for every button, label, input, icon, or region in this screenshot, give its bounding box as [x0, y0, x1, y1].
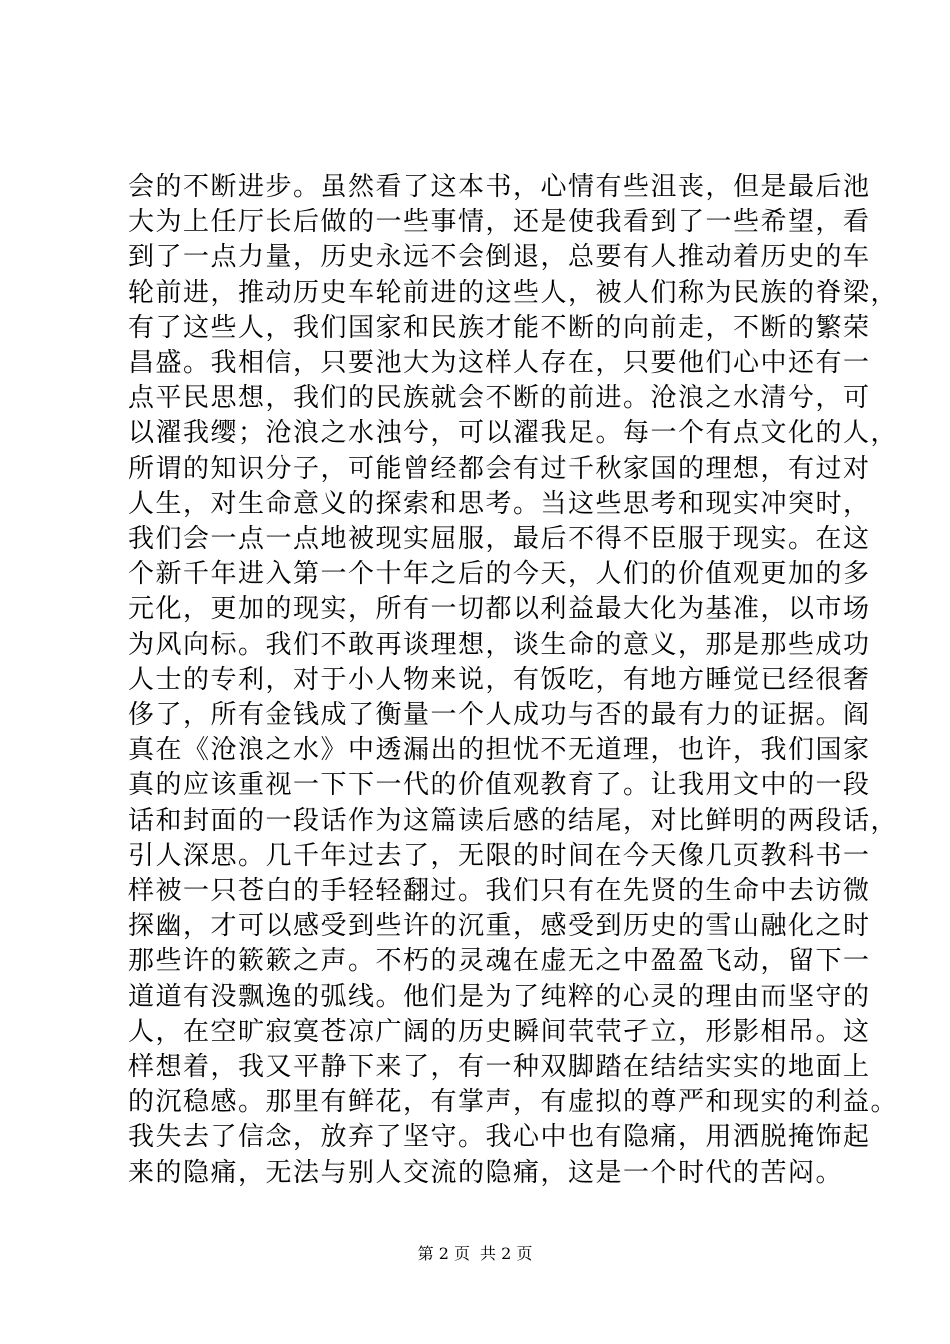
text-line: 道道有没飘逸的弧线。他们是为了纯粹的心灵的理由而坚守的	[128, 981, 871, 1012]
text-line: 人，在空旷寂寞苍凉广阔的历史瞬间茕茕孑立，形影相吊。这	[128, 1016, 871, 1047]
text-line: 昌盛。我相信，只要池大为这样人存在，只要他们心中还有一	[128, 348, 871, 379]
text-line: 话和封面的一段话作为这篇读后感的结尾，对比鲜明的两段话，	[128, 805, 899, 836]
text-line: 轮前进，推动历史车轮前进的这些人，被人们称为民族的脊梁，	[128, 277, 899, 308]
page-number: 第 2 页	[417, 1244, 470, 1263]
text-line: 我们会一点一点地被现实屈服，最后不得不臣服于现实。在这	[128, 524, 871, 555]
text-line: 元化，更加的现实，所有一切都以利益最大化为基准，以市场	[128, 594, 871, 625]
text-line: 为风向标。我们不敢再谈理想，谈生命的意义，那是那些成功	[128, 629, 871, 660]
text-line: 样被一只苍白的手轻轻翻过。我们只有在先贤的生命中去访微	[128, 876, 871, 907]
text-line: 那些许的簌簌之声。不朽的灵魂在虚无之中盈盈飞动，留下一	[128, 946, 871, 977]
text-line: 人生，对生命意义的探索和思考。当这些思考和现实冲突时，	[128, 488, 871, 519]
text-line: 会的不断进步。虽然看了这本书，心情有些沮丧，但是最后池	[128, 172, 871, 202]
text-line: 个新千年进入第一个十年之后的今天，人们的价值观更加的多	[128, 559, 871, 590]
text-line: 我失去了信念，放弃了坚守。我心中也有隐痛，用洒脱掩饰起	[128, 1122, 871, 1153]
text-line: 引人深思。几千年过去了，无限的时间在今天像几页教科书一	[128, 840, 871, 871]
text-line: 以濯我缨；沧浪之水浊兮，可以濯我足。每一个有点文化的人，	[128, 418, 899, 449]
text-line: 到了一点力量，历史永远不会倒退，总要有人推动着历史的车	[128, 242, 871, 273]
text-line: 真的应该重视一下下一代的价值观教育了。让我用文中的一段	[128, 770, 871, 801]
text-line: 所谓的知识分子，可能曾经都会有过千秋家国的理想，有过对	[128, 453, 871, 484]
text-line: 来的隐痛，无法与别人交流的隐痛，这是一个时代的苦闷。	[128, 1157, 844, 1188]
text-line: 大为上任厅长后做的一些事情，还是使我看到了一些希望，看	[128, 207, 871, 238]
text-line: 的沉稳感。那里有鲜花，有掌声，有虚拟的尊严和现实的利益。	[128, 1087, 899, 1118]
text-line: 侈了，所有金钱成了衡量一个人成功与否的最有力的证据。阎	[128, 700, 871, 731]
text-line: 真在《沧浪之水》中透漏出的担忧不无道理，也许，我们国家	[128, 735, 871, 766]
text-line: 样想着，我又平静下来了，有一种双脚踏在结结实实的地面上	[128, 1052, 871, 1083]
page-footer	[0, 1244, 950, 1264]
text-line: 有了这些人，我们国家和民族才能不断的向前走，不断的繁荣	[128, 312, 871, 343]
text-line: 探幽，才可以感受到些许的沉重，感受到历史的雪山融化之时	[128, 911, 871, 942]
text-line: 点平民思想，我们的民族就会不断的前进。沧浪之水清兮，可	[128, 383, 871, 414]
text-line: 人士的专利，对于小人物来说，有饭吃，有地方睡觉已经很奢	[128, 664, 871, 695]
page-total: 共 2 页	[480, 1244, 533, 1263]
body-paragraph	[128, 170, 899, 1191]
